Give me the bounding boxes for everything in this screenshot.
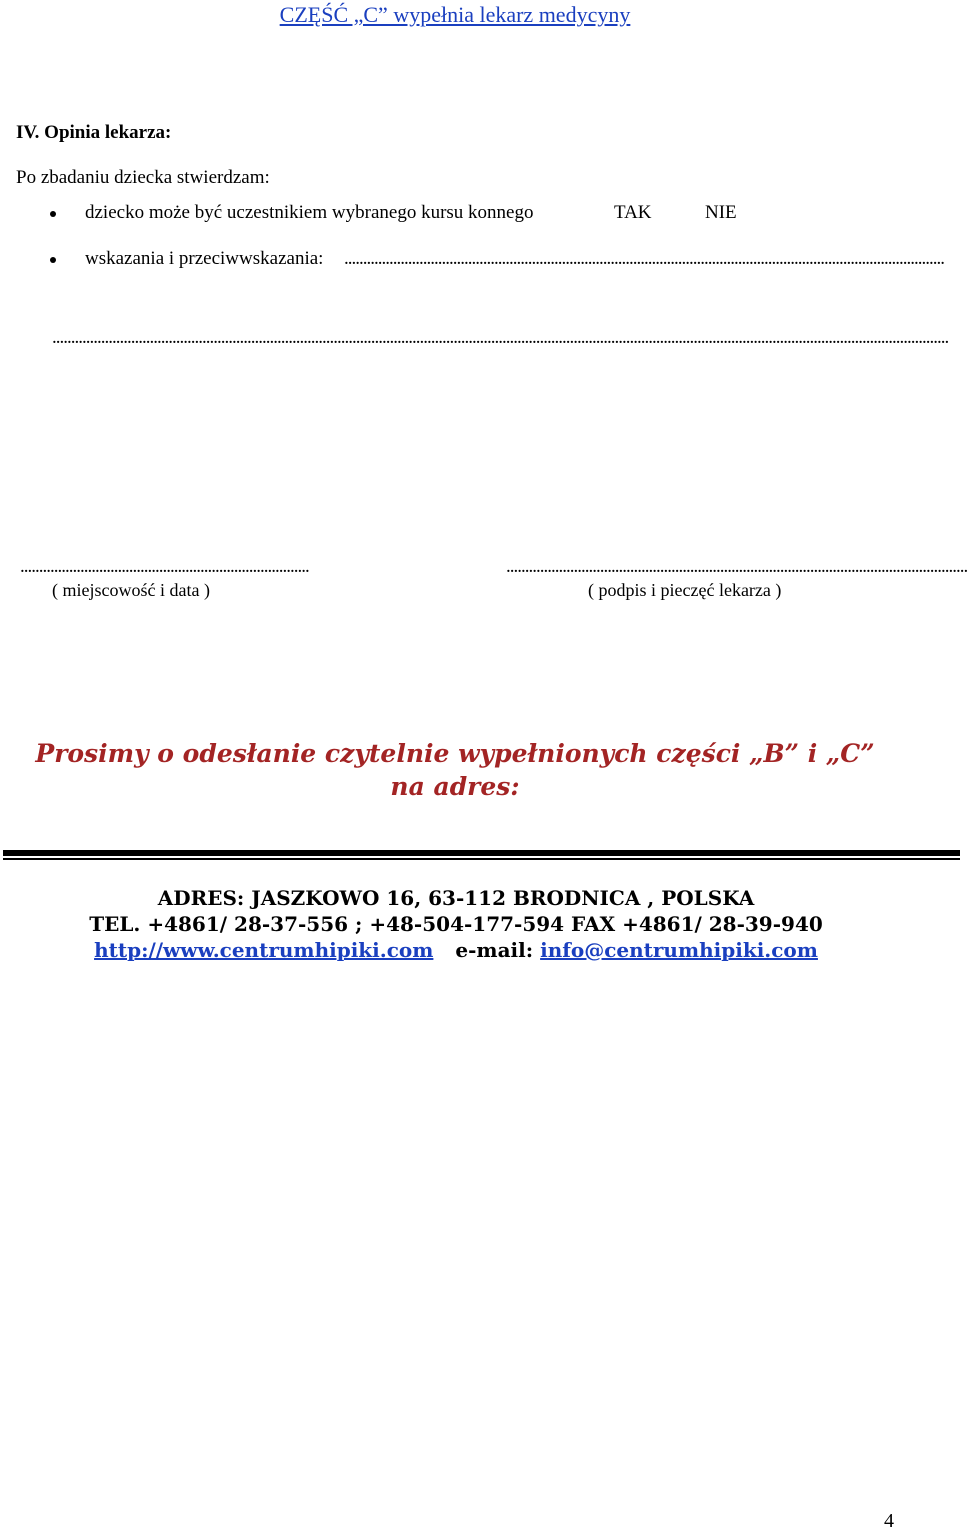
request-text-line-2: na adres:	[390, 772, 520, 801]
section-heading: IV. Opinia lekarza:	[16, 122, 172, 143]
divider-thick	[3, 850, 960, 856]
part-title: CZĘŚĆ „C” wypełnia lekarz medycyny	[279, 2, 631, 27]
bullet-text: wskazania i przeciwwskazania:	[85, 248, 324, 269]
signature-caption: ( podpis i pieczęć lekarza )	[588, 580, 782, 600]
place-date-caption: ( miejscowość i data )	[52, 580, 210, 600]
website-link[interactable]: http://www.centrumhipiki.com	[94, 938, 434, 962]
contact-line	[0, 937, 912, 964]
signature-fill-line[interactable]: ...........................................................................................................................	[506, 556, 967, 577]
phone-line: TEL. +4861/ 28-37-556 ; +48-504-177-594 FAX +4861/ 28-39-940	[89, 912, 823, 936]
bullet-text: dziecko może być uczestnikiem wybranego kursu konnego	[85, 202, 534, 223]
email-label: e-mail:	[455, 938, 534, 962]
place-date-fill-line[interactable]: .............................................................................	[20, 556, 309, 577]
email-link[interactable]: info@centrumhipiki.com	[540, 938, 818, 962]
indications-fill-line-2[interactable]: ...............................................................................................................................................................................................................................................	[52, 327, 949, 348]
address-line: ADRES: JASZKOWO 16, 63-112 BRODNICA , POLSKA	[157, 886, 755, 910]
page-number: 4	[884, 1510, 894, 1532]
divider-thin	[3, 858, 960, 860]
request-text-line-1: Prosimy o odesłanie czytelnie wypełnionych części „B” i „C”	[35, 739, 875, 768]
indications-fill-line-1[interactable]: ................................................................................................................................................................	[344, 248, 944, 269]
bullet-dot-icon	[50, 257, 56, 263]
bullet-dot-icon	[50, 211, 56, 217]
option-no[interactable]: NIE	[705, 202, 737, 223]
intro-text: Po zbadaniu dziecka stwierdzam:	[16, 167, 270, 188]
option-yes[interactable]: TAK	[614, 202, 652, 223]
